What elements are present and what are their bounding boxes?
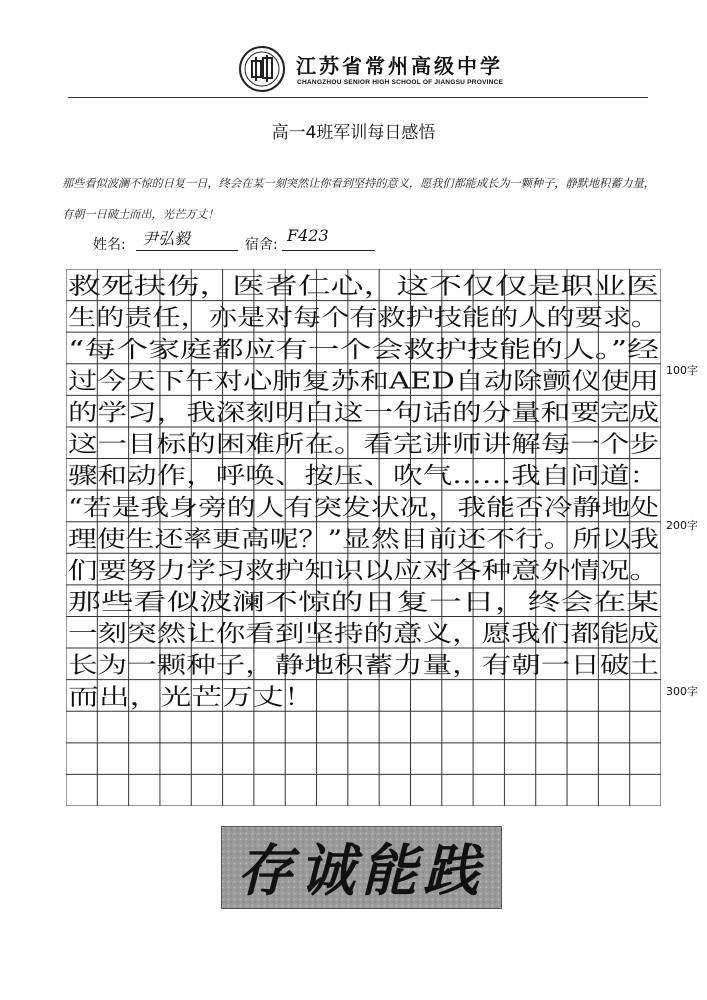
- dorm-underline: [282, 250, 375, 251]
- intro-paragraph: 那些看似波澜不惊的日复一日，终会在某一刻突然让你看到坚持的意义，愿我们都能成长为一颗种子，静默地积蓄力量，有朝一日破土而出，光芒万丈！: [62, 177, 655, 221]
- grid-row-text: 一刻突然让你看到坚持的意义，愿我们都能成: [68, 621, 659, 648]
- writing-grid: [66, 269, 661, 806]
- grid-row-text: 理使生还率更高呢？”显然目前还不行。所以我: [68, 526, 659, 553]
- name-value: 尹弘毅: [142, 229, 191, 248]
- grid-row-text: 生的责任，亦是对每个有救护技能的人的要求。: [68, 305, 659, 332]
- plaque-text: 存诚能践: [237, 838, 485, 904]
- grid-row-text: 们要努力学习救护知识以应对各种意外情况。: [68, 557, 659, 584]
- grid-row-text: 那些看似波澜不惊的日复一日，终会在某: [68, 589, 659, 616]
- grid-row-text: 过今天下午对心肺复苏和AED自动除颤仪使用: [68, 368, 659, 395]
- school-name-cn: 江苏省常州高级中学: [296, 54, 503, 78]
- char-count-200: 200字: [666, 519, 698, 532]
- header-divider: [68, 97, 648, 98]
- grid-row-text: 骤和动作，呼唤、按压、吹气……我自问道：: [68, 463, 659, 490]
- school-name-en: CHANGZHOU SENIOR HIGH SCHOOL OF JIANGSU PROVINCE: [297, 79, 504, 86]
- calligraphy-plaque-icon: [221, 826, 502, 909]
- grid-row-text: 这一目标的困难所在。看完讲师讲解每一个步: [68, 431, 659, 458]
- grid-row-text: 的学习，我深刻明白这一句话的分量和要完成: [68, 399, 660, 426]
- dorm-label: 宿舍:: [245, 237, 278, 253]
- grid-row-text: “若是我身旁的人有突发状况，我能否冷静地处: [68, 494, 659, 521]
- grid-row-text: 救死扶伤，医者仁心，这不仅仅是职业医: [68, 273, 659, 300]
- document-title: 高一4班军训每日感悟: [271, 123, 436, 143]
- school-seal-icon: [238, 45, 286, 93]
- grid-row-text: “每个家庭都应有一个会救护技能的人。”经: [68, 336, 659, 363]
- grid-row-text: 长为一颗种子，静地积蓄力量，有朝一日破土: [68, 652, 659, 679]
- dorm-value: F423: [287, 226, 329, 245]
- char-count-300: 300字: [666, 685, 698, 698]
- name-underline: [136, 250, 238, 251]
- name-label: 姓名:: [93, 237, 126, 253]
- grid-row-text: 而出，光芒万丈！: [68, 684, 315, 711]
- char-count-100: 100字: [666, 364, 698, 377]
